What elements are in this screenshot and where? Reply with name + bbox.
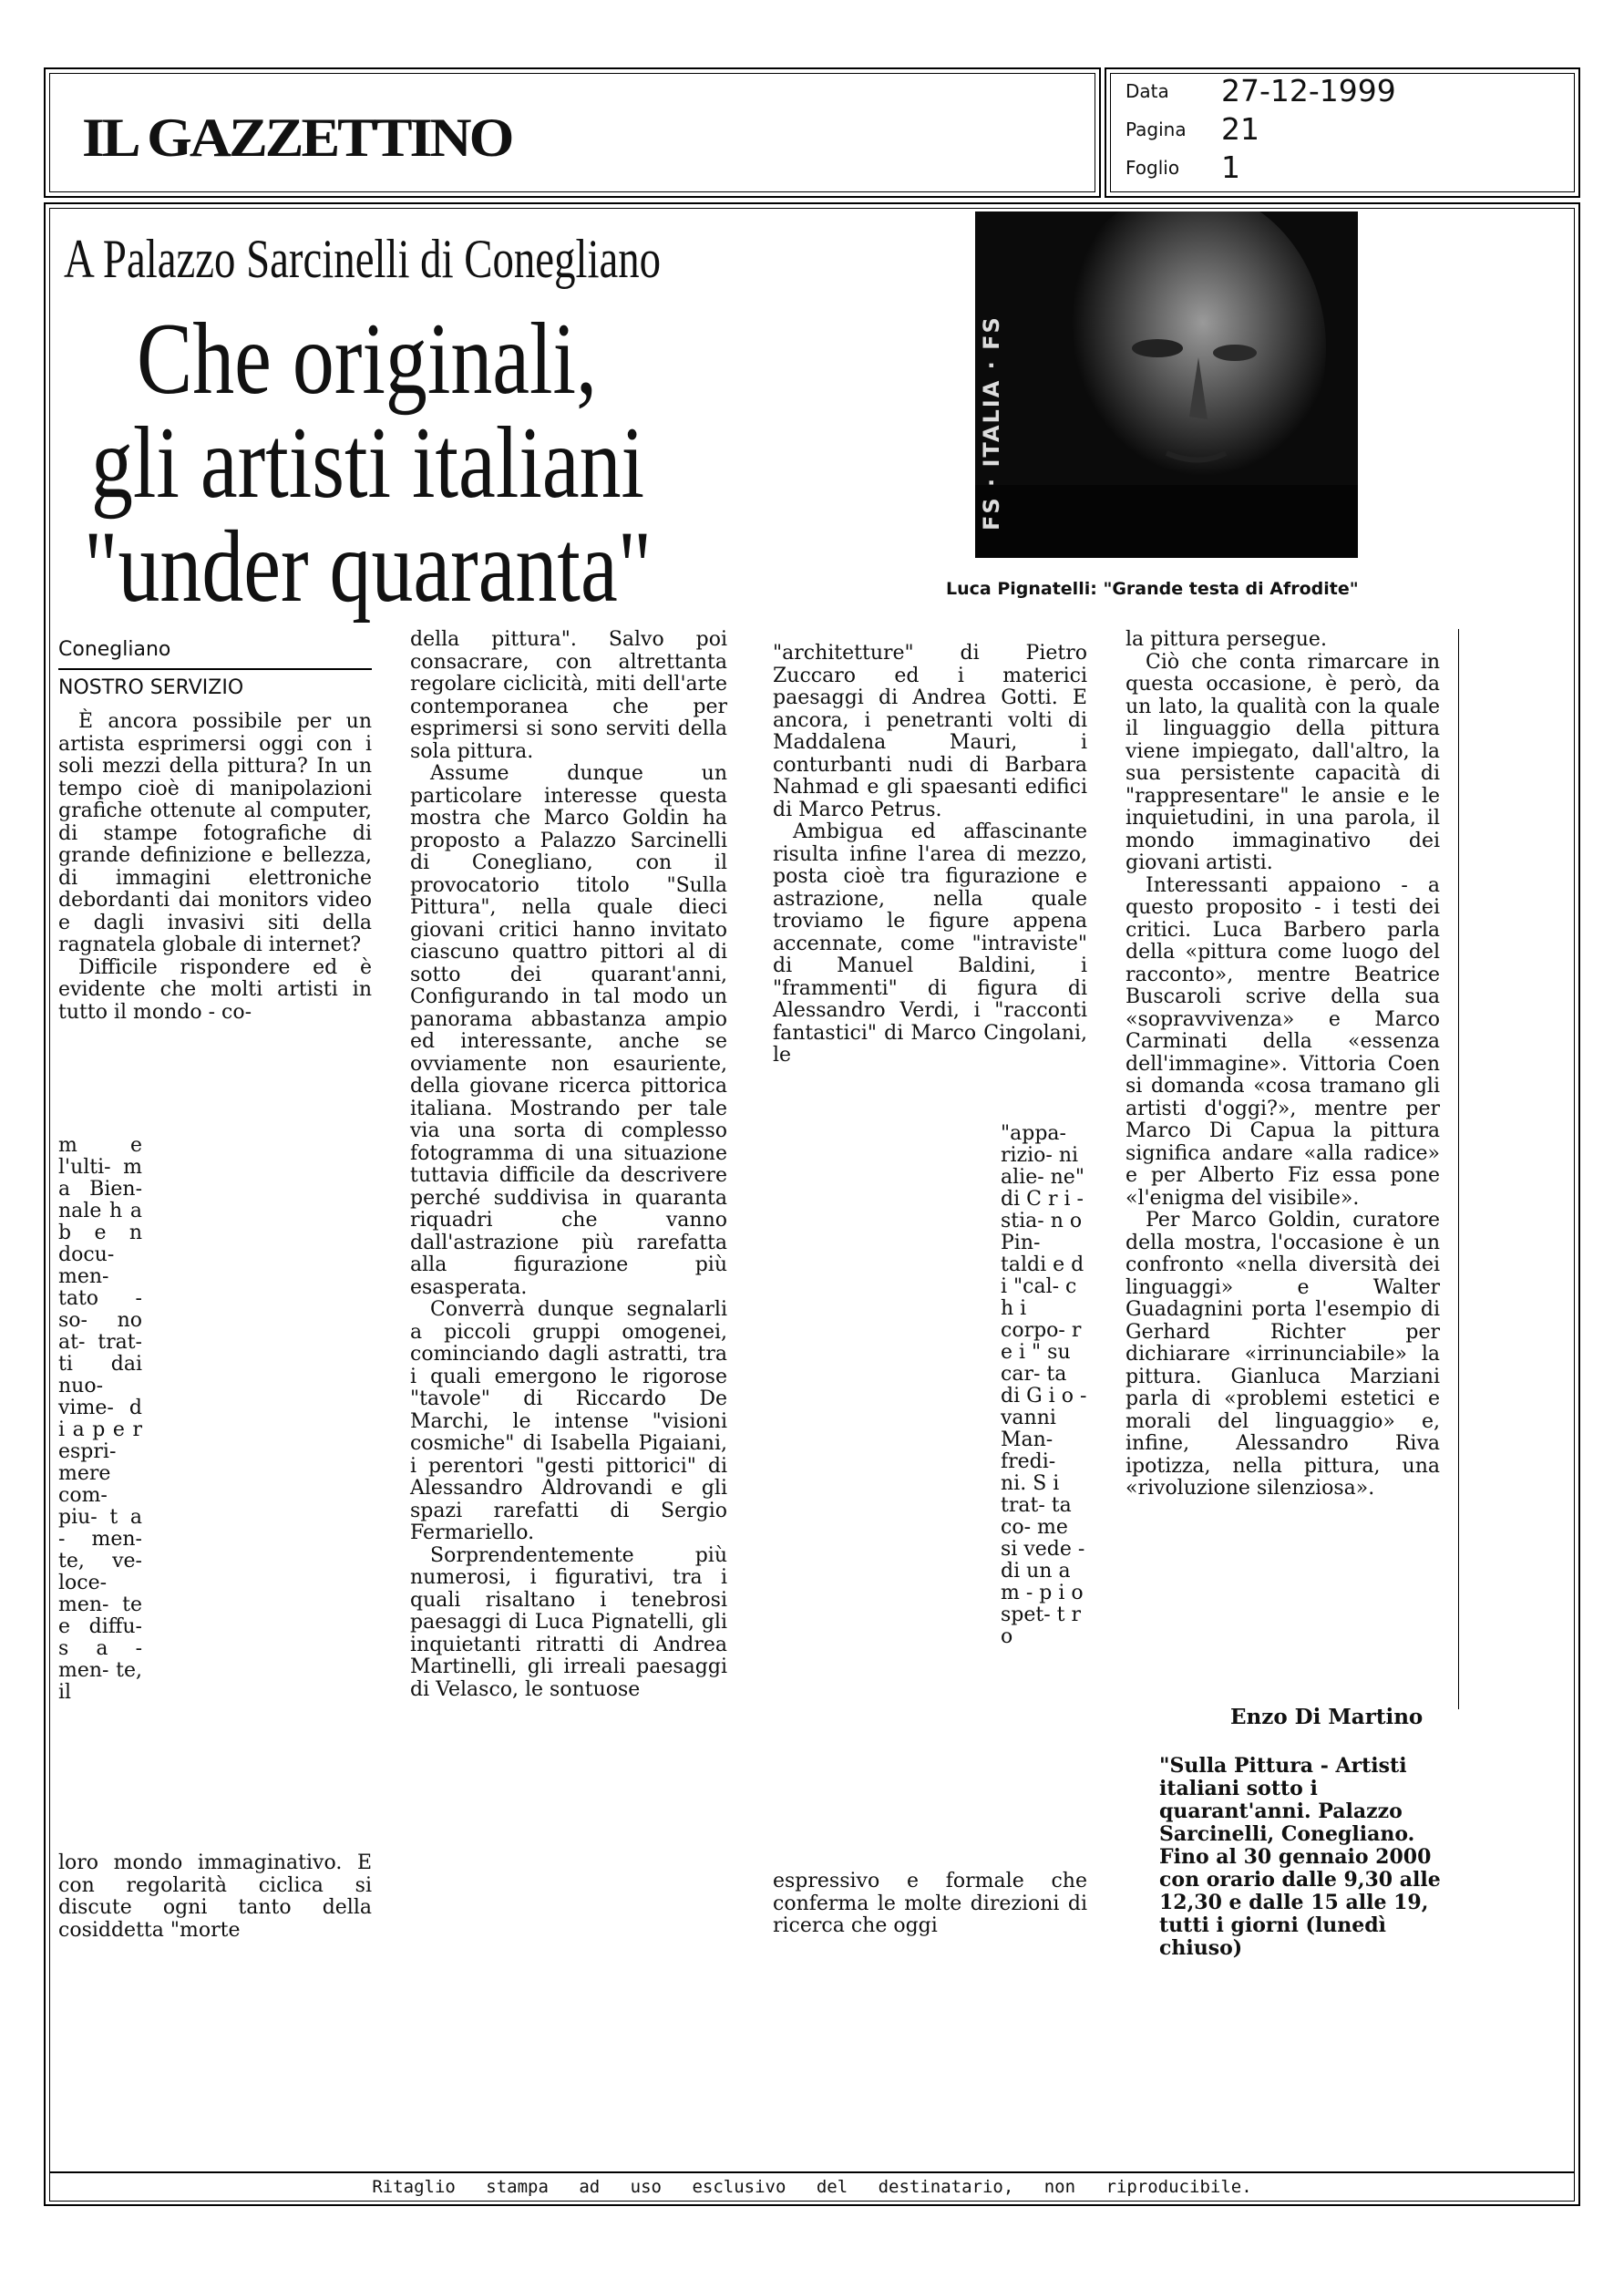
col2-paragraph-1: della pittura". Salvo poi consacrare, con altrettanta regolare ciclicità, miti dell'arte contemporanea che per esprimersi si sono serviti della sola pittura. <box>410 628 727 763</box>
col3-paragraph-2: Ambigua ed affascinante risulta infine l'area di mezzo, posta cioè tra figurazione e astrazione, nella quale troviamo le figure appena accennate, come "intraviste" di Manuel Baldini, i "frammenti" di figura di Alessandro Verdi, i "racconti fantastici" di Marco Cingolani, le <box>773 820 1087 1067</box>
date-value: 27-12-1999 <box>1221 73 1396 108</box>
column-1-bottom <box>58 1852 372 1942</box>
sheet-label: Foglio <box>1125 157 1180 179</box>
col4-paragraph-4: Per Marco Goldin, curatore della mostra, l'occasione è un confronto «nella diversità dei linguaggi» e Walter Guadagnini porta l'esempio di Gerhard Richter per dichiarare «irrinunciabile» la pittura. Gianluca Marziani parla di «problemi estetici e morali del linguaggio» e, infine, Alessandro Riva ipotizza, nella pittura, una «rivoluzione silenziosa». <box>1125 1209 1440 1500</box>
column-divider <box>1458 629 1459 1709</box>
exhibition-info: "Sulla Pittura - Artisti italiani sotto i quarant'anni. Palazzo Sarcinelli, Conegliano. Fino al 30 gennaio 2000 con orario dalle 9,30 alle 12,30 e dalle 15 alle 19, tutti i giorni (lunedì chiuso) <box>1159 1754 1441 1960</box>
headline-line-2: gli artisti italiani <box>91 407 645 520</box>
page-value: 21 <box>1221 111 1259 147</box>
dateline-rule <box>58 668 372 670</box>
photo-vertical-text: FS · ITALIA · FS <box>979 315 1004 531</box>
afrodite-head-image <box>975 211 1358 558</box>
headline-line-3: "under quaranta" <box>84 510 653 624</box>
column-3-bottom <box>773 1871 1087 1938</box>
col1-bottom-text: loro mondo immaginativo. E con regolarità ciclica si discute ogni tanto della cosiddetta "morte <box>58 1851 372 1942</box>
column-4 <box>1125 629 1440 1500</box>
col2-paragraph-4: Sorprendentemente più numerosi, i figurativi, tra i quali risaltano i tenebrosi paesaggi di Luca Pignatelli, gli inquietanti ritratti di Andrea Martinelli, gli irreali paesaggi di Velasco, le sontuose <box>410 1543 727 1701</box>
article-kicker: A Palazzo Sarcinelli di Conegliano <box>64 229 662 289</box>
clipping-notice: Ritaglio stampa ad uso esclusivo del destinatario, non riproducibile. <box>49 2172 1575 2202</box>
service-label: NOSTRO SERVIZIO <box>58 676 244 699</box>
column-3-narrow-text: "appa- rizio- ni alie- ne" di C r i - stia- n o Pin- taldi e d i "cal- c h i corpo- r e i " su car- ta di G i o - vanni Man- fredi- ni. S i trat- ta co- me si vede - di un a m - p i o spet- t r o <box>1001 1122 1087 1648</box>
column-1 <box>58 711 372 1024</box>
artwork-photo <box>975 211 1358 558</box>
col2-paragraph-2: Assume dunque un particolare interesse questa mostra che Marco Goldin ha proposto a Palazzo Sarcinelli di Conegliano, con il provocatorio titolo "Sulla Pittura", nella quale dieci giovani critici hanno invitato ciascuno quattro pittori al di sotto dei quarant'anni, Configurando in tal modo un panorama abbastanza ampio ed interessante, anche se ovviamente non esauriente, della giovane ricerca pittorica italiana. Mostrando per tale via una sorta di complesso fotogramma di una situazione tuttavia difficile da descrivere perché suddivisa in quaranta riquadri che vanno dall'astrazione più rarefatta alla figurazione più esasperata. <box>410 762 727 1299</box>
col3-bottom-text: espressivo e formale che conferma le molte direzioni di ricerca che oggi <box>773 1870 1087 1937</box>
page-label: Pagina <box>1125 119 1187 140</box>
col4-paragraph-2: Ciò che conta rimarcare in questa occasione, è però, da un lato, la qualità con la quale il linguaggio della pittura viene impiegato, dall'altro, la sua persistente capacità di "rappresentare" le ansie e le inquietudini, in una parola, il mondo immaginativo dei giovani artisti. <box>1125 650 1440 874</box>
headline-line-1: Che originali, <box>137 303 598 416</box>
date-label: Data <box>1125 80 1169 102</box>
col3-paragraph-1: "architetture" di Pietro Zuccaro ed i materici paesaggi di Andrea Gotti. E ancora, i penetranti volti di Maddalena Mauri, i conturbanti nudi di Barbara Nahmad e gli spaesanti edifici di Marco Petrus. <box>773 642 1087 821</box>
column-2 <box>410 629 727 1701</box>
newspaper-logo: IL GAZZETTINO <box>82 106 512 169</box>
author-signature: Enzo Di Martino <box>1230 1705 1424 1729</box>
col4-paragraph-1: la pittura persegue. <box>1125 628 1327 651</box>
sheet-value: 1 <box>1221 150 1240 185</box>
col2-paragraph-3: Converrà dunque segnalarli a piccoli gruppi omogenei, cominciando dagli astratti, tra i quali emergono le rigorose "tavole" di Riccardo De Marchi, le intense "visioni cosmiche" di Isabella Pigaiani, i perentori "gesti pittorici" di Alessandro Aldrovandi e gli spazi rarefatti di Sergio Fermariello. <box>410 1298 727 1544</box>
column-3 <box>773 643 1087 1067</box>
col1-paragraph-1: È ancora possibile per un artista esprimersi oggi con i soli mezzi della pittura? In un tempo cioè di manipolazioni grafiche ottenute al computer, di stampe fotografiche di grande definizione e bellezza, di immagini elettroniche debordanti dai monitors video e dagli invasivi siti della ragnatela globale di internet? <box>58 710 372 956</box>
photo-caption: Luca Pignatelli: "Grande testa di Afrodite" <box>946 579 1359 599</box>
col1-paragraph-2: Difficile rispondere ed è evidente che molti artisti in tutto il mondo - co- <box>58 955 372 1024</box>
col4-paragraph-3: Interessanti appaiono - a questo proposito - i testi dei critici. Luca Barbero parla della «pittura come luogo del racconto», mentre Beatrice Buscaroli scrive della sua «sopravvivenza» e Marco Carminati della «essenza dell'immagine». Vittoria Coen si domanda «cosa tramano gli artisti d'oggi?», mentre per Marco Di Capua la pittura significa andare «alla radice» e per Alberto Fiz essa pone «l'enigma del visibile». <box>1125 873 1440 1210</box>
column-1-narrow-text: m e l'ulti- m a Bien- nale h a b e n docu- men- tato - so- no at- trat- ti dai nuo- vime- d i a p e r espri- mere com- piu- t a - men- te, ve- loce- men- te e diffu- s a - men- te, il <box>58 1134 142 1704</box>
dateline: Conegliano <box>58 638 171 661</box>
